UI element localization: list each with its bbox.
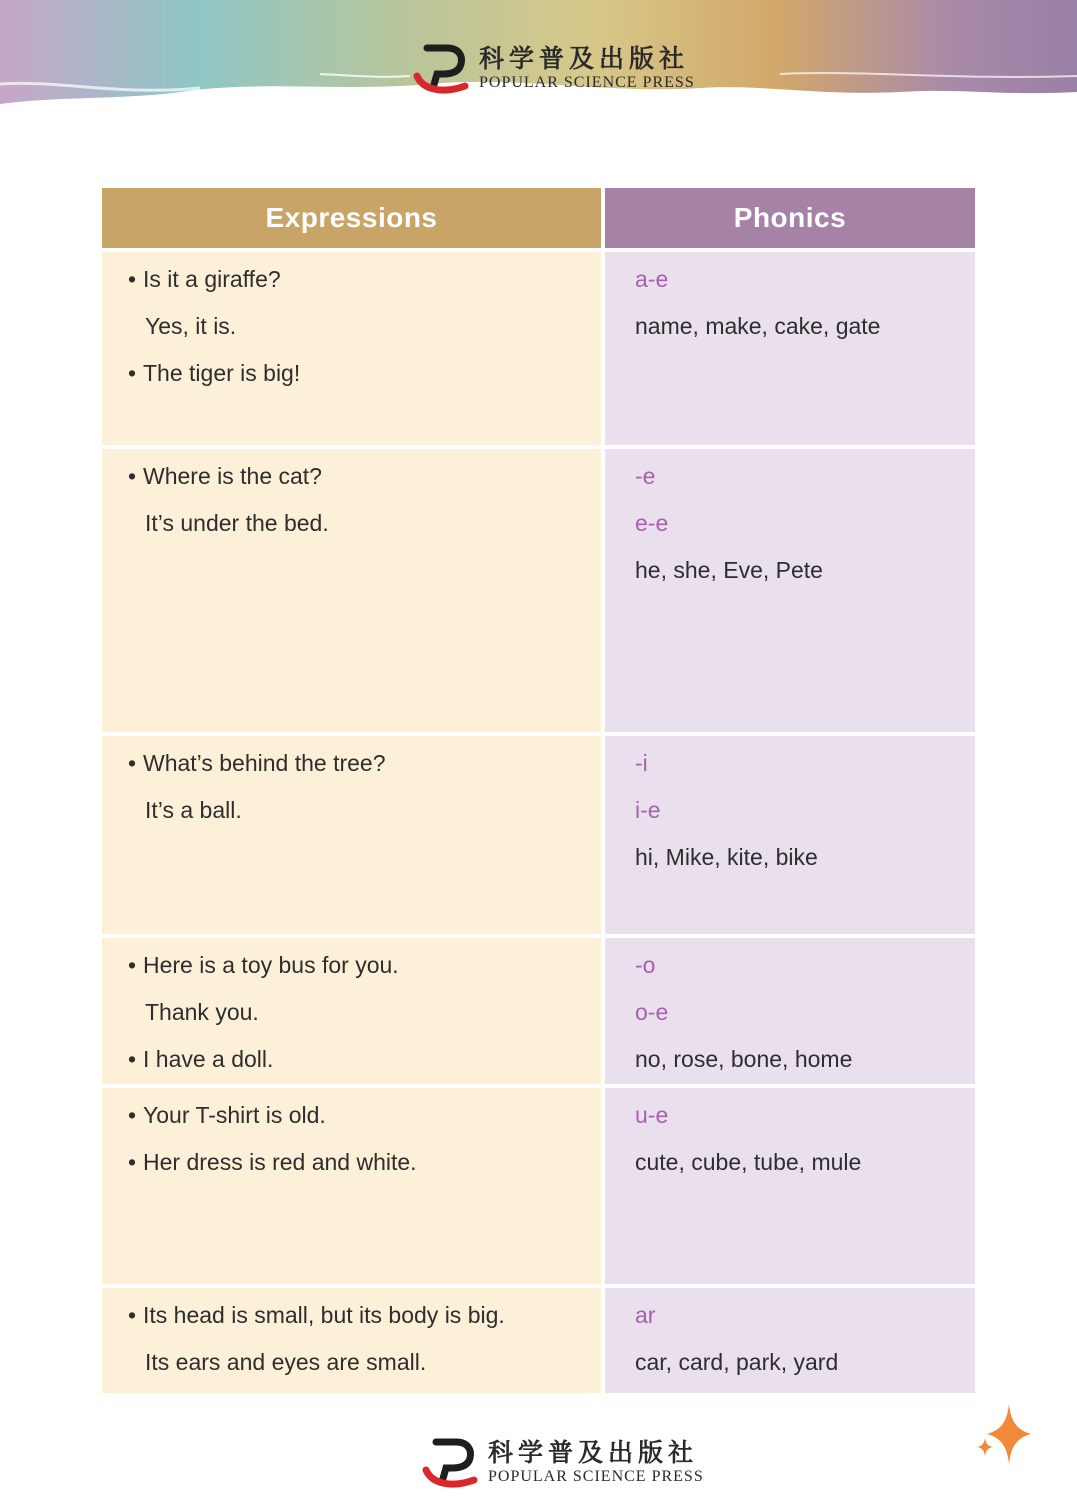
phonics-pattern: -o [635, 952, 656, 978]
publisher-name-en: POPULAR SCIENCE PRESS [488, 1467, 704, 1485]
phonics-words: name, make, cake, gate [635, 313, 881, 339]
publisher-logo-footer [422, 1434, 704, 1490]
phonics-words: cute, cube, tube, mule [635, 1149, 862, 1175]
publisher-logo-header [413, 40, 695, 96]
phonics-pattern: -i [635, 750, 648, 776]
phonics-pattern: i-e [635, 797, 661, 823]
phonics-pattern: e-e [635, 510, 669, 536]
phonics-pattern: u-e [635, 1102, 669, 1128]
expressions-cell [102, 1288, 601, 1393]
phonics-cell [605, 252, 975, 445]
phonics-words: car, card, park, yard [635, 1349, 839, 1375]
expression-line: It’s a ball. [145, 797, 242, 823]
phonics-words: no, rose, bone, home [635, 1046, 853, 1072]
expression-line: • Here is a toy bus for you. [128, 952, 399, 978]
expression-line: • Your T-shirt is old. [128, 1102, 326, 1128]
phonics-pattern: o-e [635, 999, 669, 1025]
phonics-cell [605, 736, 975, 934]
phonics-cell [605, 449, 975, 732]
expression-line: • What’s behind the tree? [128, 750, 386, 776]
expressions-cell [102, 449, 601, 732]
header-phonics: Phonics [605, 188, 975, 248]
phonics-pattern: a-e [635, 266, 669, 292]
expressions-cell [102, 252, 601, 445]
expression-line: • Is it a giraffe? [128, 266, 281, 292]
expression-line: It’s under the bed. [145, 510, 329, 536]
expression-line: • Where is the cat? [128, 463, 322, 489]
publisher-logo-icon [422, 1434, 478, 1490]
phonics-cell [605, 1088, 975, 1284]
phonics-pattern: ar [635, 1302, 656, 1328]
phonics-cell [605, 938, 975, 1084]
expression-line: • The tiger is big! [128, 360, 301, 386]
phonics-words: hi, Mike, kite, bike [635, 844, 818, 870]
expression-line: • I have a doll. [128, 1046, 274, 1072]
expressions-cell [102, 736, 601, 934]
expression-line: • Her dress is red and white. [128, 1149, 417, 1175]
expressions-cell [102, 938, 601, 1084]
publisher-name-cn: 科学普及出版社 [488, 1437, 699, 1467]
expression-line: Thank you. [145, 999, 259, 1025]
expression-line: Its ears and eyes are small. [145, 1349, 427, 1375]
phonics-words: he, she, Eve, Pete [635, 557, 823, 583]
phonics-cell [605, 1288, 975, 1393]
publisher-name-en: POPULAR SCIENCE PRESS [479, 73, 695, 91]
publisher-logo-icon [413, 40, 469, 96]
sparkle-icon [975, 1400, 1035, 1470]
publisher-name-cn: 科学普及出版社 [479, 43, 690, 73]
expression-line: • Its head is small, but its body is big. [128, 1302, 505, 1328]
expressions-cell [102, 1088, 601, 1284]
header-expressions: Expressions [102, 188, 601, 248]
expressions-phonics-table [102, 188, 975, 1393]
expression-line: Yes, it is. [145, 313, 237, 339]
phonics-pattern: -e [635, 463, 656, 489]
